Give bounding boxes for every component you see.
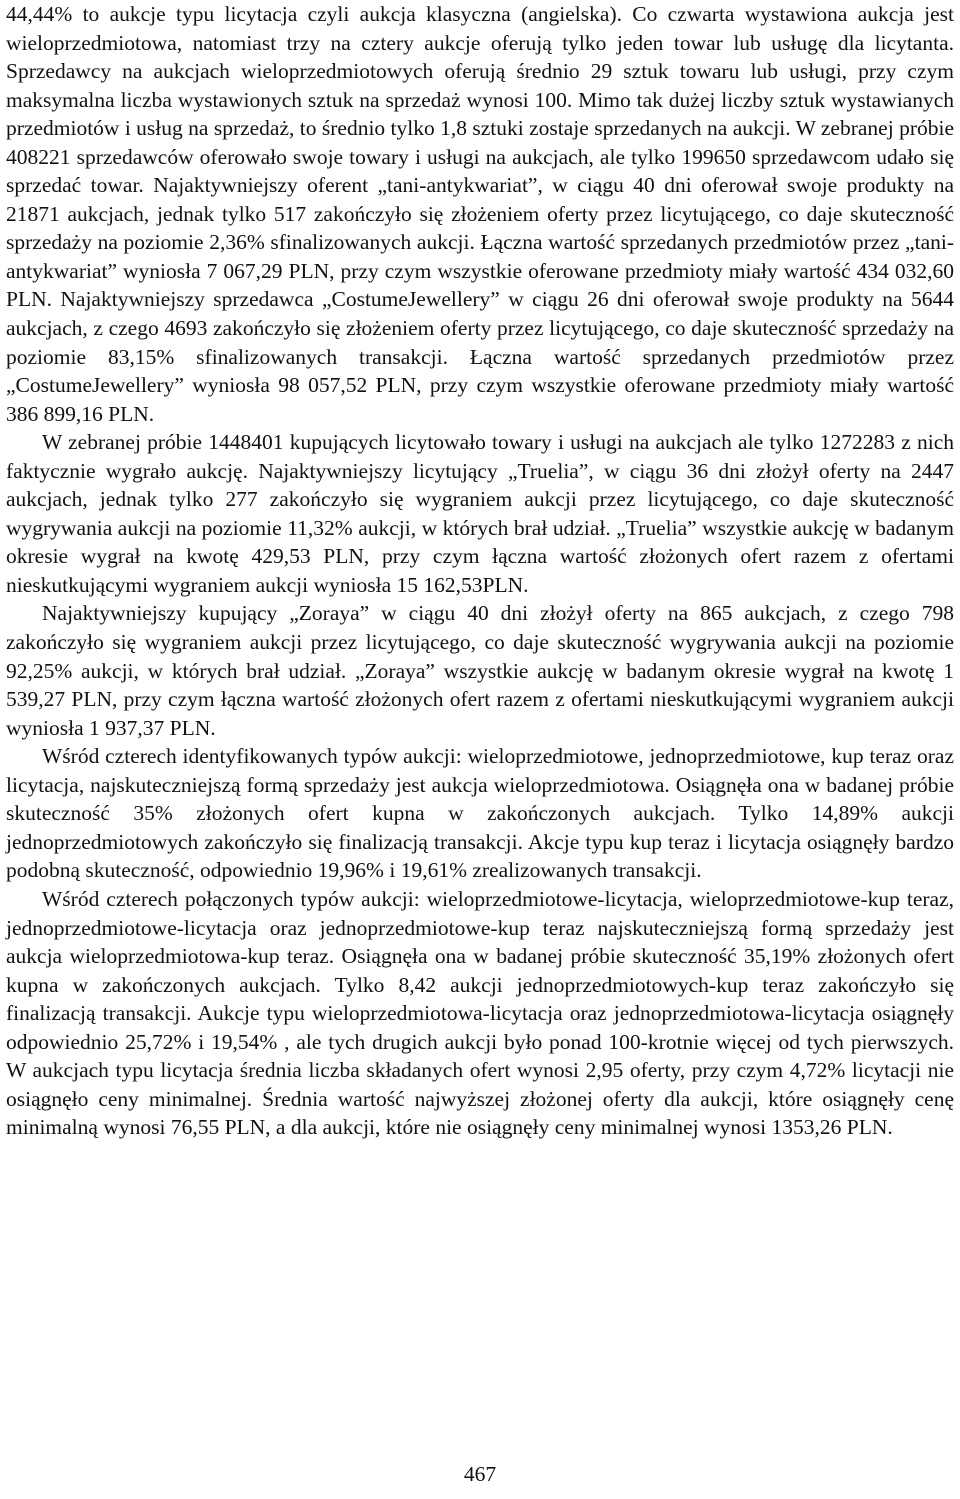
paragraph-2: W zebranej próbie 1448401 kupujących licytowało towary i usługi na aukcjach ale tylko 1272283 z nich faktycznie wygrało aukcję. Najaktywniejszy licytujący „Truelia”, w ciągu 36 dni złożył oferty na 2447 aukcjach, jednak tylko 277 zakończyło się wygraniem aukcji przez licytującego, co daje skuteczność wygrywania aukcji na poziomie 11,32% aukcji, w których brał udział. „Truelia” wszystkie aukcję w badanym okresie wygrał na kwotę 429,53 PLN, przy czym łączna wartość złożonych ofert razem z ofertami nieskutkującymi wygraniem aukcji wyniosła 15 162,53PLN. <box>6 430 954 597</box>
paragraph-5: Wśród czterech połączonych typów aukcji: wieloprzedmiotowe-licytacja, wieloprzedmiotowe-kup teraz, jednoprzedmiotowe-licytacja oraz jednoprzedmiotowe-kup teraz najskuteczniejszą formą sprzedaży jest aukcja wieloprzedmiotowa-kup teraz. Osiągnęła ona w badanej próbie skuteczność 35,19% złożonych ofert kupna w zakończonych aukcjach. Tylko 8,42 aukcji jednoprzedmiotowych-kup teraz zakończyło się finalizacją transakcji. Aukcje typu wieloprzedmiotowa-licytacja oraz jednoprzedmiotowa-licytacja osiągnęły odpowiednio 25,72% i 19,54% , ale tych drugich aukcji było ponad 100-krotnie więcej od tych pierwszych. W aukcjach typu licytacja średnia liczba składanych ofert wynosi 2,95 oferty, przy czym 4,72% licytacji nie osiągnęło ceny minimalnej. Średnia wartość najwyższej złożonej oferty dla aukcji, które osiągnęły cenę minimalną wynosi 76,55 PLN, a dla aukcji, które nie osiągnęły ceny minimalnej wynosi 1353,26 PLN. <box>6 886 954 1140</box>
paragraph-4: Wśród czterech identyfikowanych typów aukcji: wieloprzedmiotowe, jednoprzedmiotowe, kup teraz oraz licytacja, najskuteczniejszą formą sprzedaży jest aukcja wieloprzedmiotowa. Osiągnęła ona w badanej próbie skuteczność 35% złożonych ofert kupna w zakończonych aukcjach. Tylko 14,89% aukcji jednoprzedmiotowych zakończyło się finalizacją transakcji. Akcje typu kup teraz i licytacja osiągnęły bardzo podobną skuteczność, odpowiednio 19,96% i 19,61% zrealizowanych transakcji. <box>6 744 954 883</box>
document-body <box>6 0 954 1142</box>
paragraph-1: 44,44% to aukcje typu licytacja czyli aukcja klasyczna (angielska). Co czwarta wystawiona aukcja jest wieloprzedmiotowa, natomiast trzy na cztery aukcje oferują tylko jeden towar lub usługę dla licytanta. Sprzedawcy na aukcjach wieloprzedmiotowych oferują średnio 29 sztuk towaru lub usługi, przy czym maksymalna liczba wystawionych sztuk na sprzedaż wynosi 100. Mimo tak dużej liczby sztuk wystawianych przedmiotów i usług na sprzedaż, to średnio tylko 1,8 sztuki zostaje sprzedanych na aukcji. W zebranej próbie 408221 sprzedawców oferowało swoje towary i usługi na aukcjach, ale tylko 199650 sprzedawcom udało się sprzedać towar. Najaktywniejszy oferent „tani-antykwariat”, w ciągu 40 dni oferował swoje produkty na 21871 aukcjach, jednak tylko 517 zakończyło się złożeniem oferty przez licytującego, co daje skuteczność sprzedaży na poziomie 2,36% sfinalizowanych aukcji. Łączna wartość sprzedanych przedmiotów przez „tani-antykwariat” wyniosła 7 067,29 PLN, przy czym wszystkie oferowane przedmioty miały wartość 434 032,60 PLN. Najaktywniejszy sprzedawca „CostumeJewellery” w ciągu 26 dni oferował swoje produkty na 5644 aukcjach, z czego 4693 zakończyło się złożeniem oferty przez licytującego, co daje skuteczność sprzedaży na poziomie 83,15% sfinalizowanych transakcji. Łączna wartość sprzedanych przedmiotów przez „CostumeJewellery” wyniosła 98 057,52 PLN, przy czym wszystkie oferowane przedmioty miały wartość 386 899,16 PLN. <box>6 2 954 426</box>
paragraph-3: Najaktywniejszy kupujący „Zoraya” w ciągu 40 dni złożył oferty na 865 aukcjach, z czego 798 zakończyło się wygraniem aukcji przez licytującego, co daje skuteczność wygrywania aukcji na poziomie 92,25% aukcji, w których brał udział. „Zoraya” wszystkie aukcję w badanym okresie wygrał na kwotę 1 539,27 PLN, przy czym łączna wartość złożonych ofert razem z ofertami nieskutkującymi wygraniem aukcji wyniosła 1 937,37 PLN. <box>6 601 954 740</box>
page-number: 467 <box>463 1462 497 1486</box>
